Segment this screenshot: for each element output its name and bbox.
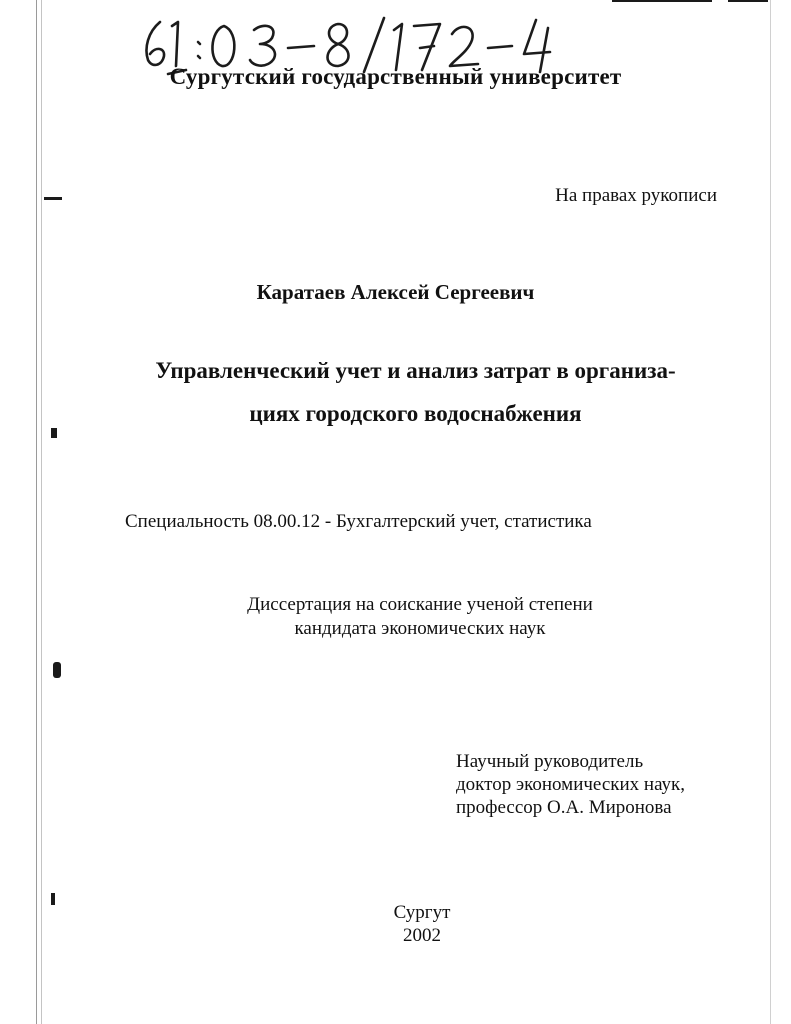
advisor-name: профессор О.А. Миронова xyxy=(456,797,672,818)
specialty-line: Специальность 08.00.12 - Бухгалтерский учет, статистика xyxy=(125,511,592,532)
scan-binding-edge xyxy=(770,0,771,1024)
advisor-label: Научный руководитель xyxy=(456,751,644,772)
university-name: Сургутский государственный университет xyxy=(169,64,622,89)
scan-binding-edge xyxy=(36,0,37,1024)
dissertation-title-line-1: Управленческий учет и анализ затрат в организа- xyxy=(155,358,676,383)
dissertation-title-line-2: циях городского водоснабжения xyxy=(249,401,582,426)
scan-speck xyxy=(728,0,768,2)
scan-binding-edge xyxy=(41,0,42,1024)
scan-speck xyxy=(51,428,57,438)
advisor-degree: доктор экономических наук, xyxy=(456,774,686,795)
degree-statement-line-2: кандидата экономических наук xyxy=(294,618,546,639)
scan-speck xyxy=(612,0,712,2)
city: Сургут xyxy=(393,902,451,923)
degree-statement-line-1: Диссертация на соискание ученой степени xyxy=(247,594,593,615)
scan-speck xyxy=(44,197,62,200)
year: 2002 xyxy=(403,925,441,946)
manuscript-rights-note: На правах рукописи xyxy=(555,185,717,206)
author-name: Каратаев Алексей Сергеевич xyxy=(256,280,535,304)
scan-speck xyxy=(53,662,61,678)
